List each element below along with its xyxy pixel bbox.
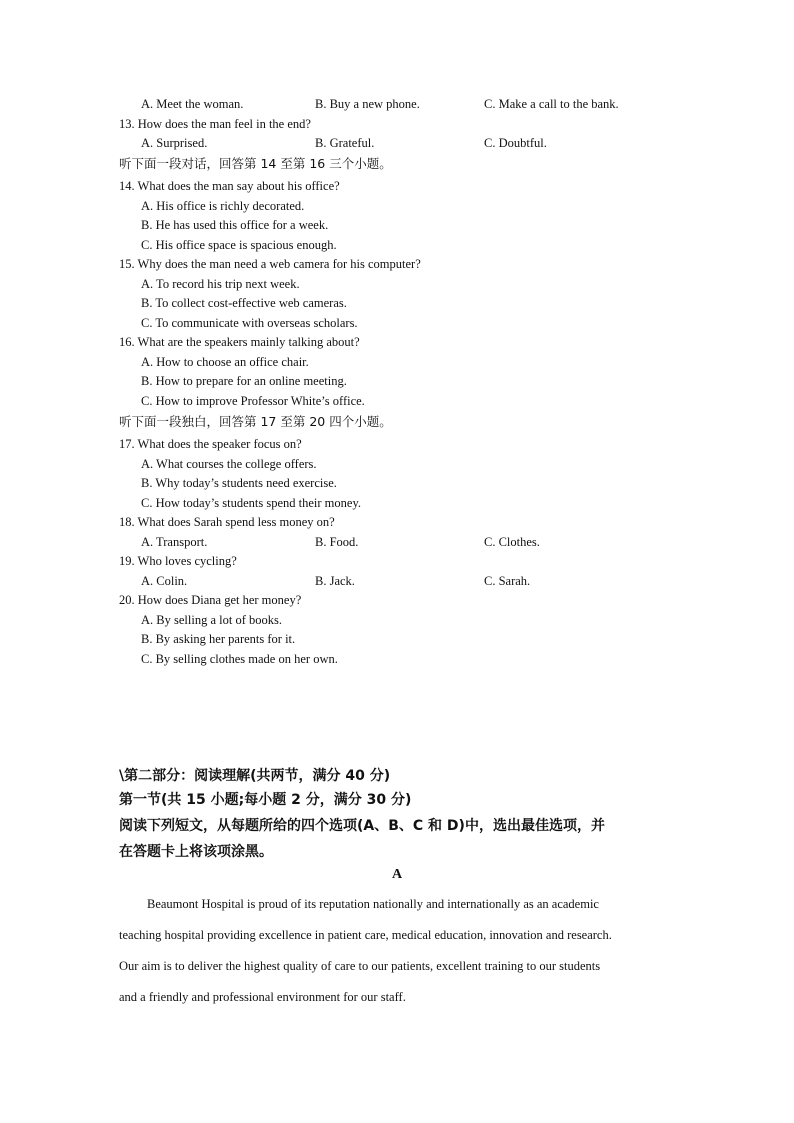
q20-stem: 20. How does Diana get her money? xyxy=(119,593,302,607)
passage-line-2: teaching hospital providing excellence in patient care, medical education, innovation and research. xyxy=(119,928,612,942)
q13-option-b: B. Grateful. xyxy=(315,136,375,150)
q16-option-a: A. How to choose an office chair. xyxy=(141,355,309,369)
passage-line-1: Beaumont Hospital is proud of its reputation nationally and internationally as an academic xyxy=(147,897,599,911)
q16-option-b: B. How to prepare for an online meeting. xyxy=(141,374,347,388)
q15-stem: 15. Why does the man need a web camera for his computer? xyxy=(119,257,421,271)
q19-option-b: B. Jack. xyxy=(315,574,355,588)
q17-option-b: B. Why today’s students need exercise. xyxy=(141,476,337,490)
q15-option-b: B. To collect cost-effective web cameras. xyxy=(141,296,347,310)
reading-instruction-line2: 在答题卡上将该项涂黑。 xyxy=(119,844,273,860)
q16-stem: 16. What are the speakers mainly talking about? xyxy=(119,335,360,349)
q18-option-b: B. Food. xyxy=(315,535,359,549)
q17-option-c: C. How today’s students spend their money. xyxy=(141,496,362,510)
part2-heading: \第二部分：阅读理解(共两节，满分 40 分) xyxy=(119,768,391,784)
q13-option-c: C. Doubtful. xyxy=(484,136,547,150)
q19-option-c: C. Sarah. xyxy=(484,574,531,588)
q14-option-c: C. His office space is spacious enough. xyxy=(141,238,337,252)
reading-instruction-line1: 阅读下列短文，从每题所给的四个选项(A、B、C 和 D)中，选出最佳选项，并 xyxy=(119,818,605,834)
q17-option-a: A. What courses the college offers. xyxy=(141,457,317,471)
q20-option-c: C. By selling clothes made on her own. xyxy=(141,652,338,666)
q19-stem: 19. Who loves cycling? xyxy=(119,554,237,568)
passage-line-3: Our aim is to deliver the highest quality of care to our patients, excellent training to our students xyxy=(119,959,601,973)
q17-stem: 17. What does the speaker focus on? xyxy=(119,437,302,451)
q15-option-a: A. To record his trip next week. xyxy=(141,277,300,291)
q18-stem: 18. What does Sarah spend less money on? xyxy=(119,515,335,529)
q19-option-a: A. Colin. xyxy=(141,574,188,588)
q12-option-b: B. Buy a new phone. xyxy=(315,97,420,111)
q15-option-c: C. To communicate with overseas scholars. xyxy=(141,316,358,330)
q14-option-b: B. He has used this office for a week. xyxy=(141,218,329,232)
instruction-14-16: 听下面一段对话，回答第 14 至第 16 三个小题。 xyxy=(119,156,392,171)
instruction-17-20: 听下面一段独白，回答第 17 至第 20 四个小题。 xyxy=(119,414,392,429)
q13-stem: 13. How does the man feel in the end? xyxy=(119,117,311,131)
q20-option-b: B. By asking her parents for it. xyxy=(141,632,296,646)
passage-line-4: and a friendly and professional environment for our staff. xyxy=(119,990,406,1004)
q18-option-a: A. Transport. xyxy=(141,535,208,549)
q12-option-c: C. Make a call to the bank. xyxy=(484,97,619,111)
q12-option-a: A. Meet the woman. xyxy=(141,97,244,111)
q18-option-c: C. Clothes. xyxy=(484,535,540,549)
q14-stem: 14. What does the man say about his office? xyxy=(119,179,340,193)
q14-option-a: A. His office is richly decorated. xyxy=(141,199,305,213)
passage-label: A xyxy=(391,867,403,882)
q13-option-a: A. Surprised. xyxy=(141,136,208,150)
section1-heading: 第一节(共 15 小题;每小题 2 分，满分 30 分) xyxy=(119,792,412,808)
q16-option-c: C. How to improve Professor White’s office. xyxy=(141,394,365,408)
q20-option-a: A. By selling a lot of books. xyxy=(141,613,282,627)
